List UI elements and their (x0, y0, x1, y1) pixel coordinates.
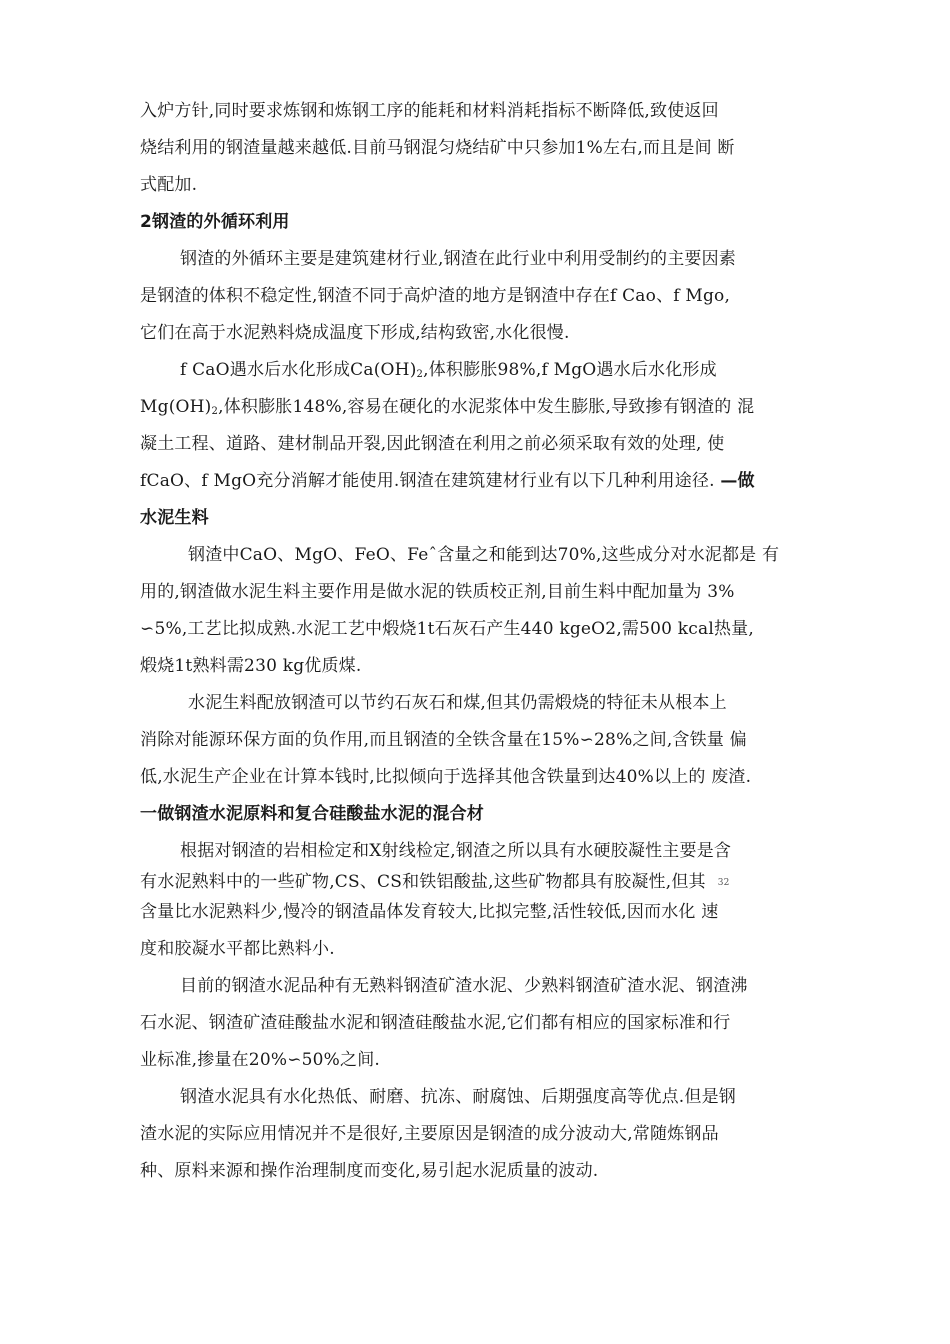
text-line: 消除对能源环保方面的负作用,而且钢渣的全铁含量在15%∽28%之间,含铁量 偏 (140, 730, 747, 750)
text-fragment: 有水泥熟料中的一些矿物,CS、CS和铁铝酸盐,这些矿物都具有胶凝性,但其 (140, 872, 706, 892)
text-line (140, 870, 825, 894)
text-line: 低,水泥生产企业在计算本钱时,比拟倾向于选择其他含铁量到达40%以上的 废渣. (140, 767, 752, 787)
text-line: 钢渣水泥具有水化热低、耐磨、抗冻、耐腐蚀、后期强度高等优点.但是钢 (180, 1087, 737, 1107)
text-fragment: Mg(OH) (140, 397, 212, 417)
text-line: 含量比水泥熟料少,慢冷的钢渣晶体发育较大,比拟完整,活性较低,因而水化 速 (140, 902, 719, 922)
text-fragment: fCaO、f MgO充分消解才能使用.钢渣在建筑建材行业有以下几种利用途径. (140, 471, 721, 491)
text-line: 目前的钢渣水泥品种有无熟料钢渣矿渣水泥、少熟料钢渣矿渣水泥、钢渣沸 (180, 976, 748, 996)
text-line (140, 463, 825, 500)
text-line: 入炉方针,同时要求炼钢和炼钢工序的能耗和材料消耗指标不断降低,致使返回 (140, 101, 719, 121)
text-line: 钢渣中CaO、MgO、FeO、Feˆ含量之和能到达70%,这些成分对水泥都是 有 (188, 545, 780, 565)
text-line: 烧结利用的钢渣量越来越低.目前马钢混匀烧结矿中只参加1%左右,而且是间 断 (140, 138, 735, 158)
text-line: 用的,钢渣做水泥生料主要作用是做水泥的铁质校正剂,目前生料中配加量为 3% (140, 582, 735, 602)
text-line: 渣水泥的实际应用情况并不是很好,主要原因是钢渣的成分波动大,常随炼钢品 (140, 1124, 719, 1144)
text-line: 种、原料来源和操作治理制度而变化,易引起水泥质量的波动. (140, 1161, 599, 1181)
section-heading: 水泥生料 (140, 508, 209, 528)
section-heading: 一做钢渣水泥原料和复合硅酸盐水泥的混合材 (140, 804, 484, 824)
text-line: 根据对钢渣的岩相检定和X射线检定,钢渣之所以具有水硬胶凝性主要是含 (180, 841, 732, 861)
text-fragment: f CaO遇水后水化形成Ca(OH) (180, 360, 417, 380)
text-line: 石水泥、钢渣矿渣硅酸盐水泥和钢渣硅酸盐水泥,它们都有相应的国家标准和行 (140, 1013, 731, 1033)
text-line (140, 389, 825, 426)
text-line (140, 352, 825, 389)
page-number: 32 (717, 878, 730, 888)
text-fragment: ,体积膨胀98%,f MgO遇水后水化形成 (423, 360, 717, 380)
text-line: 是钢渣的体积不稳定性,钢渣不同于高炉渣的地方是钢渣中存在f Cao、f Mgo, (140, 286, 731, 306)
document-body (140, 93, 825, 1190)
section-heading: 2钢渣的外循环利用 (140, 212, 290, 232)
text-line: 凝土工程、道路、建材制品开裂,因此钢渣在利用之前必须采取有效的处理, 使 (140, 434, 725, 454)
text-line: 业标准,掺量在20%∽50%之间. (140, 1050, 381, 1070)
inline-heading: —做 (720, 471, 755, 491)
text-line: ∽5%,工艺比拟成熟.水泥工艺中煅烧1t石灰石产生440 kgeO2,需500 kcal热量, (140, 619, 754, 639)
text-line: 水泥生料配放钢渣可以节约石灰石和煤,但其仍需煅烧的特征未从根本上 (188, 693, 727, 713)
text-line: 度和胶凝水平都比熟料小. (140, 939, 335, 959)
text-line: 式配加. (140, 175, 198, 195)
text-fragment: ,体积膨胀148%,容易在硬化的水泥浆体中发生膨胀,导致掺有钢渣的 混 (218, 397, 755, 417)
subscript: 2 (416, 369, 424, 380)
subscript: 2 (211, 406, 219, 417)
text-line: 钢渣的外循环主要是建筑建材行业,钢渣在此行业中利用受制约的主要因素 (180, 249, 737, 269)
text-line: 煅烧1t熟料需230 kg优质煤. (140, 656, 362, 676)
text-line: 它们在高于水泥熟料烧成温度下形成,结构致密,水化很慢. (140, 323, 570, 343)
